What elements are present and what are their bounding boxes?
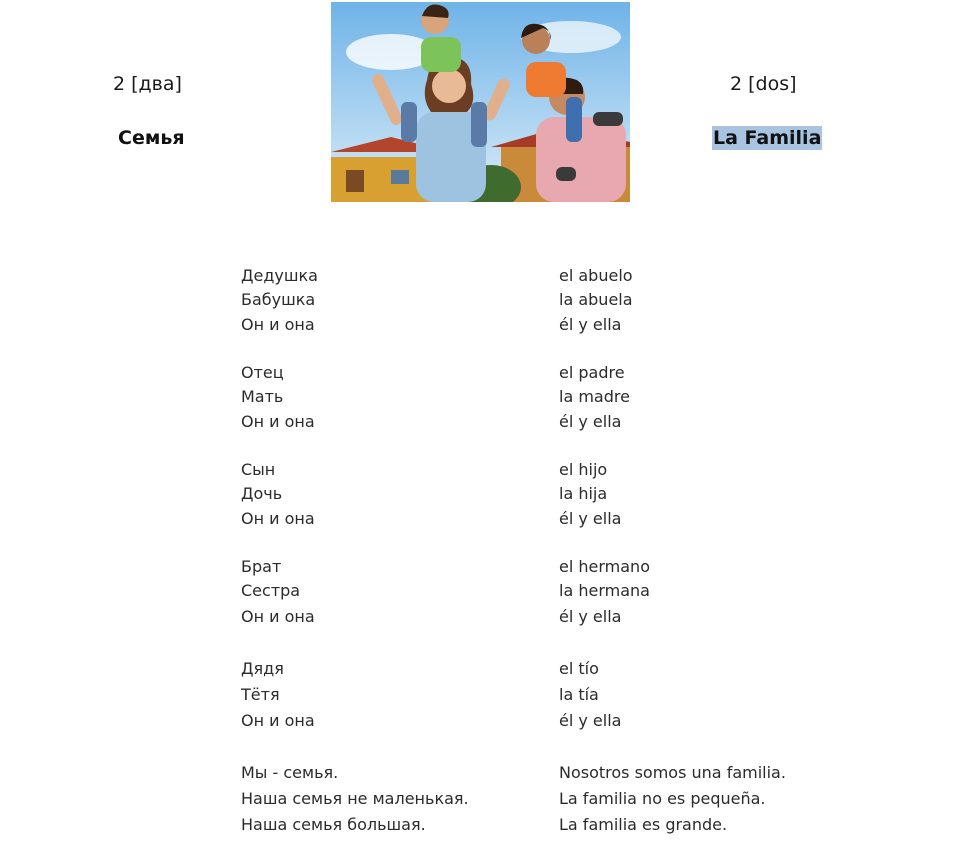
lesson-number-ru: 2 [два]: [113, 73, 182, 95]
vocab-word-es: la madre: [559, 387, 630, 406]
vocab-word-es: La familia es grande.: [559, 815, 728, 834]
vocab-word-ru: Брат: [241, 557, 282, 576]
vocab-word-es: la hermana: [559, 581, 650, 600]
vocab-word-es: La familia no es pequeña.: [559, 789, 766, 808]
vocab-word-ru: Он и она: [241, 412, 315, 431]
vocab-word-ru: Наша семья не маленькая.: [241, 789, 469, 808]
vocab-word-ru: Сестра: [241, 581, 301, 600]
vocab-word-ru: Он и она: [241, 711, 315, 730]
vocab-word-ru: Мы - семья.: [241, 763, 339, 782]
vocab-word-es: el padre: [559, 363, 625, 382]
vocab-word-es: el tío: [559, 659, 599, 678]
lesson-title-ru: Семья: [118, 127, 185, 149]
vocab-word-es: él y ella: [559, 412, 622, 431]
vocab-word-ru: Он и она: [241, 315, 315, 334]
vocab-word-es: la tía: [559, 685, 599, 704]
vocab-word-es: Nosotros somos una familia.: [559, 763, 786, 782]
vocab-word-ru: Дядя: [241, 659, 284, 678]
vocab-word-ru: Он и она: [241, 607, 315, 626]
vocab-word-ru: Отец: [241, 363, 284, 382]
vocab-word-es: él y ella: [559, 607, 622, 626]
vocab-word-ru: Наша семья большая.: [241, 815, 426, 834]
vocab-word-ru: Сын: [241, 460, 276, 479]
vocab-word-ru: Тётя: [241, 685, 280, 704]
vocab-word-ru: Бабушка: [241, 290, 316, 309]
vocab-word-es: el hermano: [559, 557, 650, 576]
vocab-word-ru: Дедушка: [241, 266, 318, 285]
vocab-word-es: el hijo: [559, 460, 608, 479]
vocab-word-ru: Дочь: [241, 484, 283, 503]
vocab-word-es: el abuelo: [559, 266, 633, 285]
vocab-word-es: él y ella: [559, 315, 622, 334]
vocab-word-es: la hija: [559, 484, 608, 503]
vocab-word-ru: Мать: [241, 387, 284, 406]
lesson-title-es: La Familia: [713, 127, 822, 149]
family-photo: [331, 2, 630, 202]
lesson-number-es: 2 [dos]: [730, 73, 797, 95]
vocab-word-es: él y ella: [559, 711, 622, 730]
vocab-word-es: él y ella: [559, 509, 622, 528]
family-photo-icon: [331, 2, 630, 202]
vocab-word-ru: Он и она: [241, 509, 315, 528]
vocab-word-es: la abuela: [559, 290, 633, 309]
